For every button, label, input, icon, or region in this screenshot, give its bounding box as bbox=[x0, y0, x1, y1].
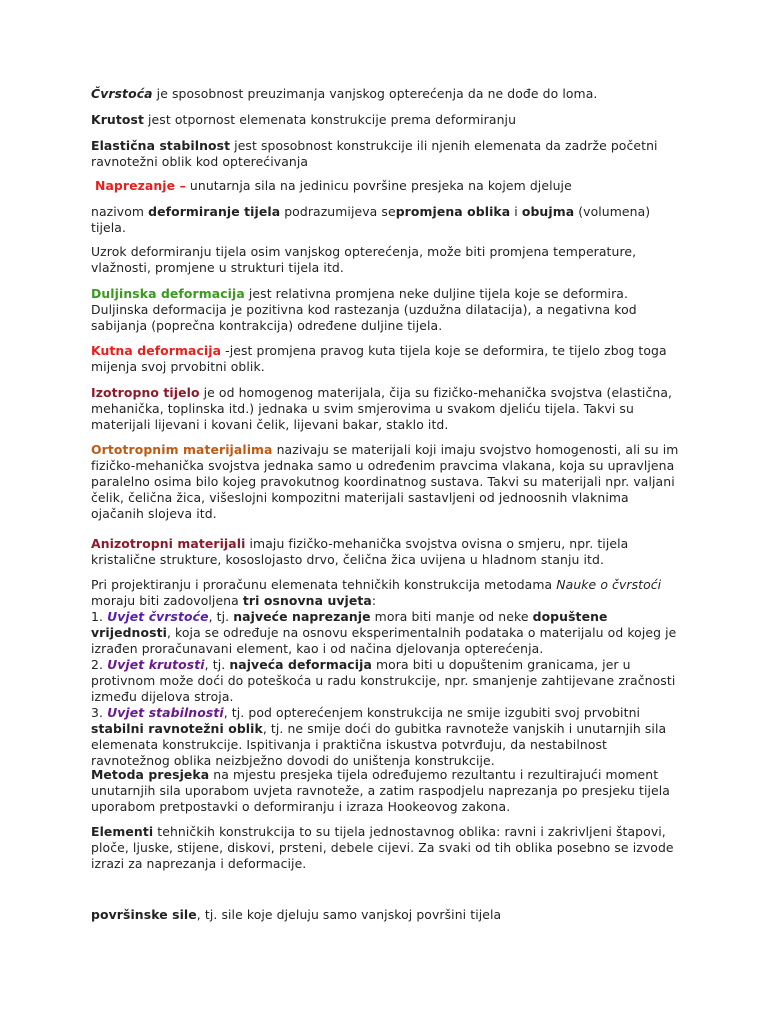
list-number: 1. bbox=[91, 609, 108, 624]
para-cvrstoca bbox=[91, 86, 683, 102]
term-najvece-naprezanje: najveće naprezanje bbox=[233, 609, 371, 624]
term-metoda-presjeka: Metoda presjeka bbox=[91, 767, 210, 782]
para-uzrok bbox=[91, 244, 683, 276]
term-uvjet-cvrstoce: Uvjet čvrstoće bbox=[107, 609, 209, 624]
para-text: , tj. bbox=[204, 657, 230, 672]
para-povrsinske-sile bbox=[91, 907, 683, 923]
para-text: : bbox=[371, 593, 377, 608]
para-text: unutarnja sila na jedinicu površine presjeka na kojem djeluje bbox=[185, 178, 572, 193]
term-duljinska-deformacija: Duljinska deformacija bbox=[91, 286, 245, 301]
para-text: Pri projektiranju i proračunu elemenata tehničkih konstrukcija metodama bbox=[91, 577, 557, 592]
para-izotropno-tijelo bbox=[91, 385, 683, 433]
term-naprezanje: Naprezanje – bbox=[95, 178, 186, 193]
list-number: 2. bbox=[91, 657, 108, 672]
term-ortotropnim-materijalima: Ortotropnim materijalima bbox=[91, 442, 273, 457]
uvjeti-intro bbox=[91, 577, 683, 609]
para-text: je sposobnost preuzimanja vanjskog opterećenja da ne dođe do loma. bbox=[152, 86, 598, 101]
para-text: je od homogenog materijala, čija su fizičko-mehanička svojstva (elastična, mehanička, toplinska itd.) jednaka u svim smjerovima u svakom djeliću tijela. Takvi su materijali lijevani i kovani čelik, lijevani bakar, staklo itd. bbox=[91, 385, 673, 432]
term-elasticna-stabilnost: Elastična stabilnost bbox=[91, 138, 231, 153]
para-text: podrazumijeva se bbox=[280, 204, 396, 219]
term-cvrstoca: Čvrstoća bbox=[91, 86, 153, 101]
term-uvjet-krutosti: Uvjet krutosti bbox=[107, 657, 205, 672]
para-text: , tj. bbox=[208, 609, 234, 624]
para-text: imaju fizičko-mehanička svojstva ovisna o smjeru, npr. tijela kristalične strukture, kososlojasto drvo, čelična žica uvijena u hladnom stanju itd. bbox=[91, 536, 629, 567]
para-text: (volumena) tijela. bbox=[91, 204, 651, 235]
uvjet-krutosti bbox=[91, 657, 683, 705]
para-ortotropnim-materijalima bbox=[91, 442, 683, 522]
term-tri-osnovna-uvjeta: tri osnovna uvjeta bbox=[242, 593, 372, 608]
para-duljinska-deformacija bbox=[91, 286, 683, 334]
para-naprezanje bbox=[95, 178, 687, 194]
term-izotropno-tijelo: Izotropno tijelo bbox=[91, 385, 200, 400]
para-text: , tj. pod opterećenjem konstrukcija ne smije izgubiti svoj prvobitni bbox=[223, 705, 641, 720]
term-povrsinske-sile: površinske sile bbox=[91, 907, 197, 922]
para-osnovni-uvjeti bbox=[91, 577, 683, 769]
term-elementi: Elementi bbox=[91, 824, 154, 839]
para-text: moraju biti zadovoljena bbox=[91, 593, 243, 608]
para-deformiranje bbox=[91, 204, 683, 236]
para-text: jest otpornost elemenata konstrukcije prema deformiranju bbox=[143, 112, 517, 127]
term-stabilni-ravnotezni-oblik: stabilni ravnotežni oblik bbox=[91, 721, 263, 736]
list-number: 3. bbox=[91, 705, 108, 720]
para-text: Uzrok deformiranju tijela osim vanjskog opterećenja, može biti promjena temperature, vlažnosti, promjene u strukturi tijela itd. bbox=[91, 244, 637, 275]
term-obujma: obujma bbox=[521, 204, 575, 219]
para-text: , tj. ne smije doći do gubitka ravnoteže vanjskih i unutarnjih sila elemenata konstrukcije. Ispitivanja i praktična iskustva potvrđuju, da nestabilnost ravnotežnog oblika neizbježno dovodi do uništenja konstrukcije. bbox=[91, 721, 667, 768]
para-text: -jest promjena pravog kuta tijela koje se deformira, te tijelo zbog toga mijenja svoj prvobitni oblik. bbox=[91, 343, 667, 374]
para-text: mora biti manje od neke bbox=[370, 609, 533, 624]
para-text: jest sposobnost konstrukcije ili njenih elemenata da zadrže početni ravnotežni oblik kod opterećivanja bbox=[91, 138, 658, 169]
uvjet-stabilnosti bbox=[91, 705, 683, 769]
term-najveca-deformacija: najveća deformacija bbox=[229, 657, 372, 672]
para-anizotropni-materijali bbox=[91, 536, 683, 568]
para-krutost bbox=[91, 112, 683, 128]
para-text: jest relativna promjena neke duljine tijela koje se deformira. Duljinska deformacija je pozitivna kod rastezanja (uzdužna dilatacija), a negativna kod sabijanja (poprečna kontrakcija) određene duljine tijela. bbox=[91, 286, 637, 333]
para-text: na mjestu presjeka tijela određujemo rezultantu i rezultirajući moment unutarnjih sila uporabom uvjeta ravnoteže, a zatim raspodjelu naprezanja po presjeku tijela uporabom pretpostavki o deformiranju i izraza Hookeovog zakona. bbox=[91, 767, 670, 814]
para-text: , koja se određuje na osnovu eksperimentalnih podataka o materijalu od kojeg je izrađen proračunavani element, kao i od načina djelovanja opterećenja. bbox=[91, 625, 677, 656]
para-text: i bbox=[510, 204, 522, 219]
para-text: nazivom bbox=[91, 204, 149, 219]
para-text: nazivaju se materijali koji imaju svojstvo homogenosti, ali su im fizičko-mehanička svojstva jednaka samo u određenim pravcima vlakana, koja su upravljena paralelno osima bilo kojeg pravokutnog koordinatnog sustava. Takvi su materijali npr. valjani čelik, čelična žica, višeslojni kompozitni materijali sastavljeni od jednoosnih vlaknima ojačanih slojeva itd. bbox=[91, 442, 679, 521]
para-elasticna-stabilnost bbox=[91, 138, 683, 170]
term-dopustene-vrijednosti: dopuštene vrijednosti bbox=[91, 609, 608, 640]
uvjet-cvrstoce bbox=[91, 609, 683, 657]
para-text: , tj. sile koje djeluju samo vanjskoj površini tijela bbox=[196, 907, 502, 922]
term-anizotropni-materijali: Anizotropni materijali bbox=[91, 536, 246, 551]
para-metoda-presjeka bbox=[91, 767, 683, 815]
term-nauke-o-cvrstoci: Nauke o čvrstoći bbox=[556, 577, 662, 592]
para-elementi bbox=[91, 824, 683, 872]
para-text: tehničkih konstrukcija to su tijela jednostavnog oblika: ravni i zakrivljeni štapovi, ploče, ljuske, stijene, diskovi, prsteni, debele cijevi. Za svaki od tih oblika posebno se izvode izrazi za naprezanja i deformacije. bbox=[91, 824, 674, 871]
term-krutost: Krutost bbox=[91, 112, 144, 127]
term-promjena-oblika: promjena oblika bbox=[395, 204, 511, 219]
term-kutna-deformacija: Kutna deformacija bbox=[91, 343, 222, 358]
term-uvjet-stabilnosti: Uvjet stabilnosti bbox=[107, 705, 224, 720]
para-kutna-deformacija bbox=[91, 343, 683, 375]
para-text: mora biti u dopuštenim granicama, jer u protivnom može doći do poteškoća u radu konstrukcije, npr. smanjenje zahtijevane zračnosti između dijelova stroja. bbox=[91, 657, 676, 704]
term-deformiranje-tijela: deformiranje tijela bbox=[148, 204, 281, 219]
